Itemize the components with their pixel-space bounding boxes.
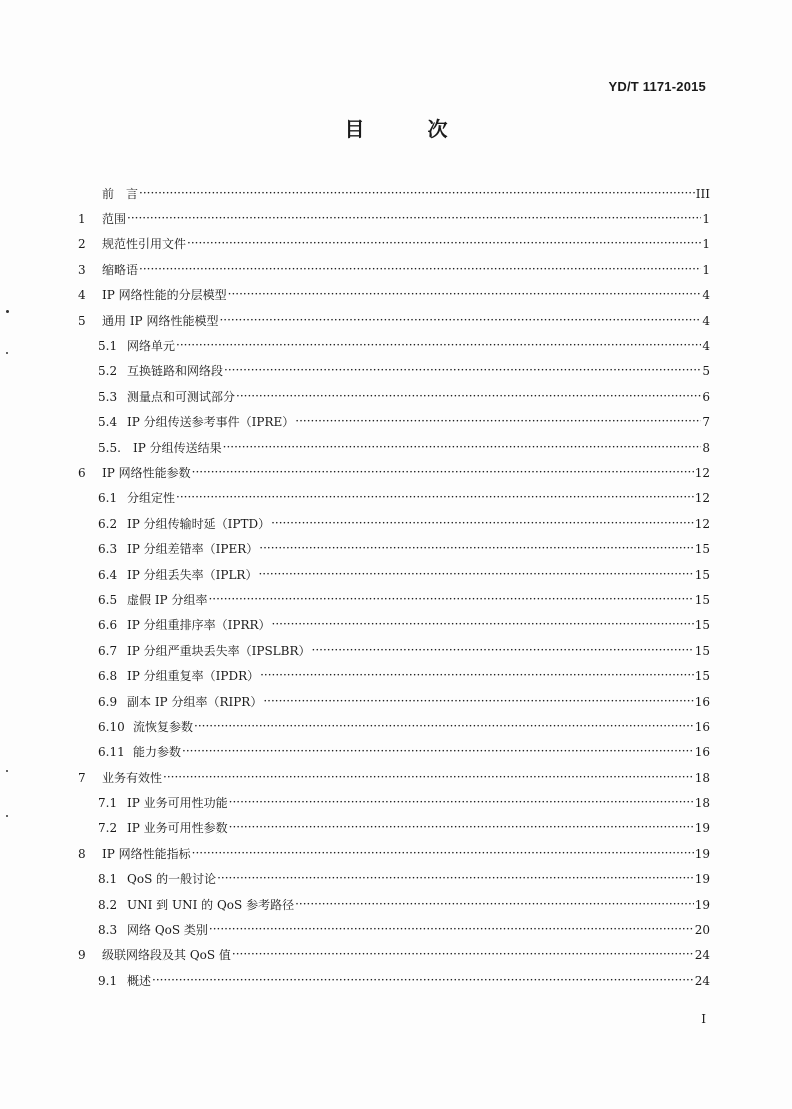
toc-entry-title: UNI 到 UNI 的 QoS 参考路径 — [127, 897, 295, 912]
toc-entry-page: 18 — [694, 796, 710, 811]
toc-entry-number: 8.3 — [98, 923, 118, 938]
toc-entry-number: 5.1 — [98, 339, 118, 354]
dot-leader — [260, 670, 694, 682]
toc-entry-title: 网络 QoS 类别 — [127, 923, 208, 938]
toc-entry-number: 6.11 — [98, 745, 125, 760]
toc-entry-title: IP 分组差错率（IPER） — [127, 542, 259, 557]
toc-entry-page: 18 — [694, 770, 710, 785]
scan-speck — [6, 815, 8, 817]
toc-entry-number: 9 — [78, 948, 86, 963]
toc-entry[interactable] — [78, 283, 710, 308]
toc-entry-title: 级联网络段及其 QoS 值 — [102, 948, 231, 963]
dot-leader — [228, 289, 701, 301]
toc-entry[interactable] — [78, 613, 710, 638]
dot-leader — [224, 365, 701, 377]
toc-entry-page: 6 — [702, 389, 710, 404]
toc-entry-page: 7 — [702, 415, 710, 430]
toc-entry-page: 24 — [694, 973, 710, 988]
dot-leader — [139, 188, 695, 200]
toc-entry-number: 6.2 — [98, 516, 118, 531]
toc-entry-title: IP 分组重排序率（IPRR） — [127, 618, 271, 633]
toc-entry-number: 5.3 — [98, 389, 118, 404]
toc-entry[interactable] — [78, 816, 710, 841]
toc-entry-number: 8.2 — [98, 897, 118, 912]
toc-entry-number: 6.7 — [98, 643, 118, 658]
toc-entry-title: IP 分组严重块丢失率（IPSLBR） — [127, 643, 311, 658]
toc-entry-title: 测量点和可测试部分 — [127, 389, 236, 404]
toc-entry-number: 5.4 — [98, 415, 118, 430]
toc-entry-number: 1 — [78, 212, 86, 227]
toc-entry-title: IP 网络性能参数 — [102, 465, 191, 480]
toc-entry-number: 9.1 — [98, 973, 118, 988]
toc-entry-title: IP 业务可用性参数 — [127, 821, 228, 836]
toc-entry-page: 1 — [702, 212, 710, 227]
toc-entry[interactable] — [78, 181, 710, 206]
dot-leader — [182, 746, 694, 758]
toc-entry-page: 1 — [702, 262, 710, 277]
toc-entry-number: 6.8 — [98, 669, 118, 684]
toc-entry-page: 12 — [694, 491, 710, 506]
toc-entry-title: 规范性引用文件 — [102, 237, 187, 252]
toc-entry[interactable] — [78, 308, 710, 333]
toc-entry-page: 16 — [694, 694, 710, 709]
toc-entry-title: IP 业务可用性功能 — [127, 796, 228, 811]
toc-entry-number: 8 — [78, 846, 86, 861]
toc-entry-page: 15 — [694, 567, 710, 582]
toc-entry-page: 1 — [702, 237, 710, 252]
toc-entry-number: 6.3 — [98, 542, 118, 557]
toc-entry-number: 6.6 — [98, 618, 118, 633]
toc-entry-title: 前 言 — [102, 186, 139, 201]
toc-entry-title: 概述 — [127, 973, 152, 988]
toc-entry-title: IP 分组重复率（IPDR） — [127, 669, 260, 684]
toc-entry[interactable] — [78, 917, 710, 942]
dot-leader — [219, 315, 701, 327]
toc-entry-page: III — [695, 186, 710, 201]
dot-leader — [192, 848, 694, 860]
toc-entry[interactable] — [78, 257, 710, 282]
toc-entry[interactable] — [78, 714, 710, 739]
toc-entry-title: 通用 IP 网络性能模型 — [102, 313, 219, 328]
dot-leader — [194, 721, 694, 733]
toc-entry[interactable] — [78, 359, 710, 384]
toc-entry-title: 副本 IP 分组率（RIPR） — [127, 694, 263, 709]
dot-leader — [127, 213, 701, 225]
toc-entry-page: 4 — [702, 313, 710, 328]
toc-entry-title: 业务有效性 — [102, 770, 163, 785]
dot-leader — [236, 391, 701, 403]
dot-leader — [208, 594, 693, 606]
toc-entry-page: 20 — [694, 923, 710, 938]
toc-entry[interactable] — [78, 562, 710, 587]
toc-entry-number: 2 — [78, 237, 86, 252]
dot-leader — [192, 467, 694, 479]
toc-entry-number: 6.9 — [98, 694, 118, 709]
toc-entry[interactable] — [78, 867, 710, 892]
toc-entry-number: 5.2 — [98, 364, 118, 379]
table-of-contents — [78, 181, 710, 994]
toc-entry[interactable] — [78, 486, 710, 511]
toc-entry[interactable] — [78, 206, 710, 231]
dot-leader — [272, 619, 694, 631]
toc-entry-number: 6.5 — [98, 592, 118, 607]
toc-entry[interactable] — [78, 460, 710, 485]
toc-entry-number: 8.1 — [98, 872, 118, 887]
toc-entry-number: 3 — [78, 262, 86, 277]
toc-entry-page: 12 — [694, 516, 710, 531]
dot-leader — [223, 442, 701, 454]
dot-leader — [232, 949, 694, 961]
toc-entry[interactable] — [78, 333, 710, 358]
toc-entry-page: 12 — [694, 465, 710, 480]
dot-leader — [187, 238, 701, 250]
toc-entry-page: 15 — [694, 592, 710, 607]
toc-entry-page: 19 — [694, 897, 710, 912]
toc-entry-number: 5.5. — [98, 440, 121, 455]
toc-entry[interactable] — [78, 587, 710, 612]
toc-entry[interactable] — [78, 689, 710, 714]
dot-leader — [271, 518, 694, 530]
toc-entry[interactable] — [78, 790, 710, 815]
toc-entry-number: 5 — [78, 313, 86, 328]
dot-leader — [217, 873, 694, 885]
toc-entry[interactable] — [78, 892, 710, 917]
toc-entry-page: 19 — [694, 846, 710, 861]
toc-entry-page: 5 — [702, 364, 710, 379]
toc-entry-title: 缩略语 — [102, 262, 139, 277]
toc-entry-title: IP 网络性能指标 — [102, 846, 191, 861]
toc-entry-title: 互换链路和网络段 — [127, 364, 224, 379]
toc-entry[interactable] — [78, 841, 710, 866]
toc-entry-title: IP 分组传送参考事件（IPRE） — [127, 415, 295, 430]
dot-leader — [176, 340, 701, 352]
toc-entry-page: 24 — [694, 948, 710, 963]
toc-entry[interactable] — [78, 410, 710, 435]
toc-entry-number: 6.10 — [98, 719, 125, 734]
toc-entry[interactable] — [78, 232, 710, 257]
toc-entry-title: 范围 — [102, 212, 127, 227]
toc-entry-title: IP 分组丢失率（IPLR） — [127, 567, 258, 582]
toc-entry-page: 4 — [702, 288, 710, 303]
toc-entry[interactable] — [78, 536, 710, 561]
toc-entry-title: IP 分组传送结果 — [133, 440, 222, 455]
dot-leader — [229, 822, 694, 834]
toc-entry-page: 15 — [694, 643, 710, 658]
toc-entry-title: IP 网络性能的分层模型 — [102, 288, 227, 303]
dot-leader — [229, 797, 694, 809]
dot-leader — [152, 975, 694, 987]
toc-entry-number: 6.4 — [98, 567, 118, 582]
dot-leader — [295, 416, 701, 428]
toc-entry-page: 4 — [702, 339, 710, 354]
toc-entry-title: IP 分组传输时延（IPTD） — [127, 516, 271, 531]
toc-entry[interactable] — [78, 384, 710, 409]
dot-leader — [258, 569, 693, 581]
toc-entry-number: 6.1 — [98, 491, 118, 506]
toc-entry-page: 8 — [702, 440, 710, 455]
dot-leader — [312, 645, 694, 657]
toc-entry-title: 能力参数 — [133, 745, 182, 760]
toc-entry-page: 19 — [694, 872, 710, 887]
toc-entry[interactable] — [78, 968, 710, 993]
toc-entry-title: 分组定性 — [127, 491, 176, 506]
toc-entry-number: 7 — [78, 770, 86, 785]
toc-entry-page: 15 — [694, 542, 710, 557]
scan-speck — [6, 352, 8, 354]
dot-leader — [295, 899, 694, 911]
toc-entry[interactable] — [78, 435, 710, 460]
dot-leader — [263, 696, 693, 708]
toc-entry-page: 15 — [694, 669, 710, 684]
toc-entry-page: 15 — [694, 618, 710, 633]
page-number: I — [701, 1012, 706, 1026]
toc-entry[interactable] — [78, 638, 710, 663]
toc-entry-page: 16 — [694, 745, 710, 760]
toc-entry-title: 虚假 IP 分组率 — [127, 592, 208, 607]
toc-entry-number: 7.1 — [98, 796, 118, 811]
toc-entry-page: 16 — [694, 719, 710, 734]
dot-leader — [176, 492, 694, 504]
scan-speck — [6, 770, 8, 772]
standard-code: YD/T 1171-2015 — [608, 79, 706, 94]
dot-leader — [259, 543, 693, 555]
toc-entry[interactable] — [78, 765, 710, 790]
toc-entry-title: 流恢复参数 — [133, 719, 194, 734]
toc-entry-title: 网络单元 — [127, 339, 176, 354]
toc-entry-page: 19 — [694, 821, 710, 836]
toc-entry[interactable] — [78, 511, 710, 536]
page-title: 目 次 — [344, 117, 476, 141]
toc-entry-title: QoS 的一般讨论 — [127, 872, 217, 887]
toc-entry[interactable] — [78, 663, 710, 688]
toc-entry[interactable] — [78, 943, 710, 968]
toc-entry-number: 4 — [78, 288, 86, 303]
toc-entry-number: 7.2 — [98, 821, 118, 836]
toc-entry[interactable] — [78, 740, 710, 765]
dot-leader — [209, 924, 694, 936]
dot-leader — [163, 772, 694, 784]
dot-leader — [139, 264, 701, 276]
toc-entry-number: 6 — [78, 465, 86, 480]
scan-speck — [6, 310, 9, 313]
